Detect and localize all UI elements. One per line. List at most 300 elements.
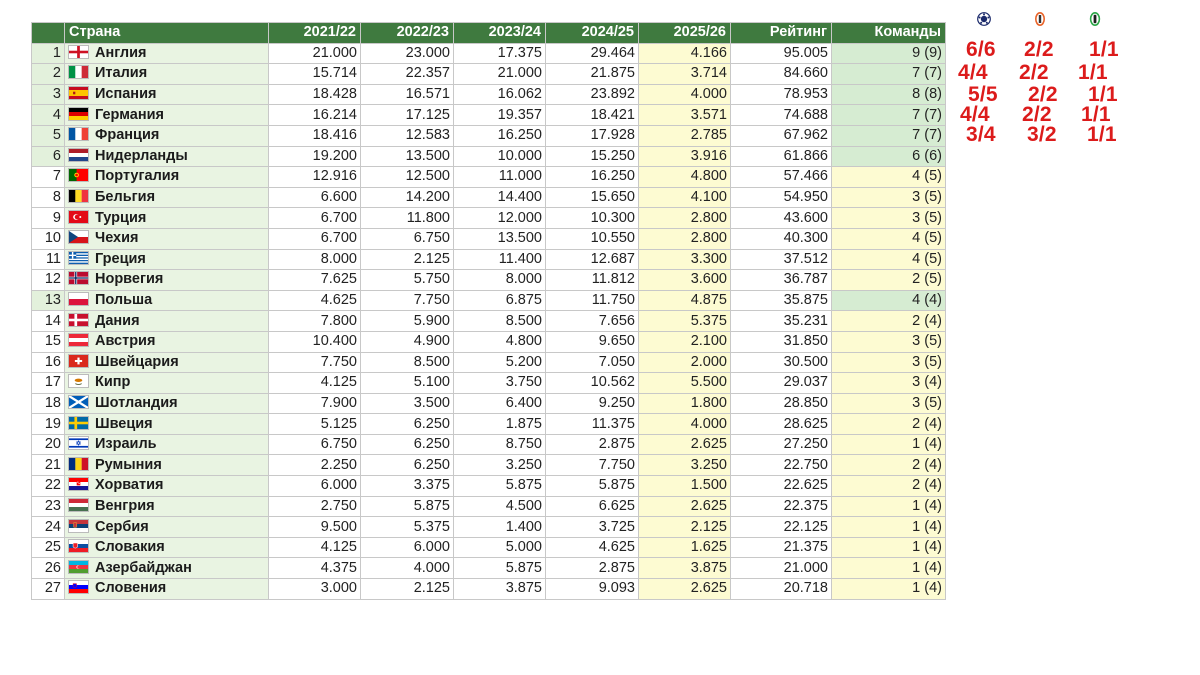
rating-cell: 37.512: [731, 249, 832, 270]
season-2024-cell: 9.093: [546, 579, 639, 600]
country-cell[interactable]: [65, 105, 269, 126]
rank-cell: 15: [32, 331, 65, 352]
season-2024-cell: 23.892: [546, 84, 639, 105]
season-2021-cell: 18.428: [269, 84, 361, 105]
czech-flag-icon: [68, 230, 89, 244]
table-row[interactable]: [32, 187, 946, 208]
season-2025-cell: 2.800: [639, 208, 731, 229]
season-2022-cell: 13.500: [361, 146, 454, 167]
rating-cell: 35.231: [731, 311, 832, 332]
table-row[interactable]: [32, 249, 946, 270]
uefa-country-ranking-table: [31, 22, 946, 600]
season-2022-cell: 4.900: [361, 331, 454, 352]
season-2021-cell: 12.916: [269, 167, 361, 188]
rating-cell: 27.250: [731, 434, 832, 455]
rating-cell: 31.850: [731, 331, 832, 352]
season-2023-cell: 1.400: [454, 517, 546, 538]
rating-cell: 35.875: [731, 290, 832, 311]
country-name: Польша: [95, 292, 153, 309]
rank-cell: 22: [32, 476, 65, 497]
table-row[interactable]: [32, 146, 946, 167]
country-cell[interactable]: [65, 208, 269, 229]
season-2023-cell: 6.875: [454, 290, 546, 311]
season-2022-column-header[interactable]: 2022/23: [361, 23, 454, 44]
country-cell[interactable]: [65, 579, 269, 600]
season-2021-cell: 19.200: [269, 146, 361, 167]
table-row[interactable]: [32, 393, 946, 414]
season-2024-cell: 16.250: [546, 167, 639, 188]
rating-cell: 74.688: [731, 105, 832, 126]
season-2021-cell: 2.750: [269, 496, 361, 517]
turkey-flag-icon: [68, 210, 89, 224]
rating-cell: 95.005: [731, 43, 832, 64]
country-name: Румыния: [95, 456, 162, 473]
rating-cell: 21.375: [731, 537, 832, 558]
country-cell[interactable]: [65, 228, 269, 249]
table-row[interactable]: [32, 352, 946, 373]
season-2022-cell: 5.375: [361, 517, 454, 538]
rating-cell: 29.037: [731, 373, 832, 394]
country-cell[interactable]: [65, 496, 269, 517]
country-cell[interactable]: [65, 352, 269, 373]
uecl-places-3: 1/1: [1088, 83, 1118, 106]
season-2022-cell: 6.000: [361, 537, 454, 558]
teams-column-header[interactable]: Команды: [832, 23, 946, 44]
country-cell[interactable]: [65, 167, 269, 188]
season-2022-cell: 22.357: [361, 64, 454, 85]
teams-cell: 9 (9): [832, 43, 946, 64]
season-2022-cell: 8.500: [361, 352, 454, 373]
rank-cell: 1: [32, 43, 65, 64]
season-2021-cell: 7.750: [269, 352, 361, 373]
season-2024-cell: 10.562: [546, 373, 639, 394]
table-row[interactable]: [32, 43, 946, 64]
country-cell[interactable]: [65, 331, 269, 352]
season-2025-cell: 1.625: [639, 537, 731, 558]
teams-cell: 2 (4): [832, 414, 946, 435]
rank-cell: 24: [32, 517, 65, 538]
season-2024-cell: 11.750: [546, 290, 639, 311]
season-2021-cell: 4.625: [269, 290, 361, 311]
rating-cell: 43.600: [731, 208, 832, 229]
season-2024-cell: 7.050: [546, 352, 639, 373]
season-2025-cell: 2.000: [639, 352, 731, 373]
season-2023-cell: 6.400: [454, 393, 546, 414]
season-2021-cell: 7.800: [269, 311, 361, 332]
season-2021-cell: 5.125: [269, 414, 361, 435]
rating-cell: 67.962: [731, 125, 832, 146]
rank-cell: 25: [32, 537, 65, 558]
season-2025-cell: 4.000: [639, 414, 731, 435]
table-row[interactable]: [32, 455, 946, 476]
season-2023-cell: 14.400: [454, 187, 546, 208]
rank-cell: 17: [32, 373, 65, 394]
uel-places-2: 2/2: [1019, 61, 1049, 84]
table-row[interactable]: [32, 496, 946, 517]
country-cell[interactable]: [65, 517, 269, 538]
table-row[interactable]: [32, 105, 946, 126]
rank-cell: 9: [32, 208, 65, 229]
season-2021-cell: 9.500: [269, 517, 361, 538]
table-row[interactable]: [32, 558, 946, 579]
rating-cell: 22.125: [731, 517, 832, 538]
teams-cell: 2 (4): [832, 311, 946, 332]
rank-cell: 13: [32, 290, 65, 311]
scotland-flag-icon: [68, 395, 89, 409]
season-2022-cell: 2.125: [361, 249, 454, 270]
teams-cell: 8 (8): [832, 84, 946, 105]
table-row[interactable]: [32, 311, 946, 332]
season-2021-cell: 4.125: [269, 537, 361, 558]
ucl-places-4: 4/4: [960, 103, 990, 126]
season-2024-cell: 11.812: [546, 270, 639, 291]
slovakia-flag-icon: [68, 539, 89, 553]
season-2023-cell: 5.200: [454, 352, 546, 373]
teams-cell: 1 (4): [832, 579, 946, 600]
season-2024-cell: 12.687: [546, 249, 639, 270]
season-2023-cell: 21.000: [454, 64, 546, 85]
season-2024-cell: 10.300: [546, 208, 639, 229]
rank-cell: 27: [32, 579, 65, 600]
country-cell[interactable]: [65, 393, 269, 414]
country-name: Англия: [95, 44, 147, 61]
hungary-flag-icon: [68, 498, 89, 512]
country-cell[interactable]: [65, 84, 269, 105]
country-name: Нидерланды: [95, 147, 188, 164]
teams-cell: 3 (5): [832, 208, 946, 229]
europa-league-icon: [1032, 11, 1048, 27]
rank-cell: 12: [32, 270, 65, 291]
table-row[interactable]: [32, 125, 946, 146]
country-name: Кипр: [95, 374, 131, 391]
table-row[interactable]: [32, 208, 946, 229]
england-flag-icon: [68, 45, 89, 59]
country-name: Бельгия: [95, 189, 156, 206]
germany-flag-icon: [68, 107, 89, 121]
season-2025-cell: 5.375: [639, 311, 731, 332]
country-cell[interactable]: [65, 476, 269, 497]
table-row[interactable]: [32, 579, 946, 600]
season-2025-cell: 5.500: [639, 373, 731, 394]
season-2022-cell: 12.500: [361, 167, 454, 188]
france-flag-icon: [68, 127, 89, 141]
rating-cell: 40.300: [731, 228, 832, 249]
denmark-flag-icon: [68, 313, 89, 327]
azerbaijan-flag-icon: [68, 560, 89, 574]
season-2025-cell: 1.500: [639, 476, 731, 497]
country-name: Словакия: [95, 539, 165, 556]
israel-flag-icon: [68, 436, 89, 450]
season-2021-column-header[interactable]: 2021/22: [269, 23, 361, 44]
season-2023-column-header[interactable]: 2023/24: [454, 23, 546, 44]
rating-cell: 84.660: [731, 64, 832, 85]
uel-places-1: 2/2: [1024, 38, 1054, 61]
season-2021-cell: 7.900: [269, 393, 361, 414]
season-2024-cell: 5.875: [546, 476, 639, 497]
season-2025-cell: 3.571: [639, 105, 731, 126]
ucl-places-5: 3/4: [966, 123, 996, 146]
teams-cell: 2 (4): [832, 455, 946, 476]
season-2025-cell: 1.800: [639, 393, 731, 414]
table-row[interactable]: [32, 414, 946, 435]
season-2021-cell: 6.700: [269, 228, 361, 249]
uel-places-4: 2/2: [1022, 103, 1052, 126]
country-cell[interactable]: [65, 455, 269, 476]
season-2024-cell: 7.656: [546, 311, 639, 332]
season-2024-cell: 11.375: [546, 414, 639, 435]
country-name: Австрия: [95, 333, 156, 350]
season-2023-cell: 5.000: [454, 537, 546, 558]
country-name: Греция: [95, 250, 146, 267]
rank-cell: 3: [32, 84, 65, 105]
season-2022-cell: 5.900: [361, 311, 454, 332]
season-2021-cell: 10.400: [269, 331, 361, 352]
season-2025-cell: 3.875: [639, 558, 731, 579]
country-column-header[interactable]: Страна: [65, 23, 269, 44]
country-cell[interactable]: [65, 434, 269, 455]
season-2025-cell: 2.800: [639, 228, 731, 249]
table-row[interactable]: [32, 167, 946, 188]
netherlands-flag-icon: [68, 148, 89, 162]
season-2021-cell: 15.714: [269, 64, 361, 85]
season-2023-cell: 5.875: [454, 558, 546, 579]
table-row[interactable]: [32, 64, 946, 85]
rank-cell: 7: [32, 167, 65, 188]
country-name: Португалия: [95, 168, 180, 185]
season-2022-cell: 3.375: [361, 476, 454, 497]
teams-cell: 3 (5): [832, 187, 946, 208]
teams-cell: 3 (5): [832, 331, 946, 352]
serbia-flag-icon: [68, 519, 89, 533]
season-2024-cell: 9.650: [546, 331, 639, 352]
table-row[interactable]: [32, 228, 946, 249]
rank-cell: 16: [32, 352, 65, 373]
season-2022-cell: 6.250: [361, 455, 454, 476]
country-name: Словения: [95, 580, 167, 597]
season-2023-cell: 4.500: [454, 496, 546, 517]
season-2021-cell: 3.000: [269, 579, 361, 600]
season-2021-cell: 18.416: [269, 125, 361, 146]
rating-cell: 20.718: [731, 579, 832, 600]
country-cell[interactable]: [65, 290, 269, 311]
season-2023-cell: 11.000: [454, 167, 546, 188]
italy-flag-icon: [68, 65, 89, 79]
rating-cell: 22.375: [731, 496, 832, 517]
season-2021-cell: 6.750: [269, 434, 361, 455]
teams-cell: 4 (4): [832, 290, 946, 311]
rank-cell: 19: [32, 414, 65, 435]
spain-flag-icon: [68, 86, 89, 100]
season-2022-cell: 12.583: [361, 125, 454, 146]
rating-cell: 28.625: [731, 414, 832, 435]
country-cell[interactable]: [65, 537, 269, 558]
table-row[interactable]: [32, 290, 946, 311]
table-row[interactable]: [32, 84, 946, 105]
teams-cell: 2 (5): [832, 270, 946, 291]
table-row[interactable]: [32, 517, 946, 538]
teams-cell: 4 (5): [832, 228, 946, 249]
season-2021-cell: 21.000: [269, 43, 361, 64]
rank-cell: 4: [32, 105, 65, 126]
season-2023-cell: 8.750: [454, 434, 546, 455]
season-2024-cell: 6.625: [546, 496, 639, 517]
table-header-row: [32, 23, 946, 44]
season-2022-cell: 7.750: [361, 290, 454, 311]
season-2023-cell: 11.400: [454, 249, 546, 270]
season-2025-cell: 3.600: [639, 270, 731, 291]
season-2025-cell: 3.916: [639, 146, 731, 167]
season-2022-cell: 5.100: [361, 373, 454, 394]
country-cell[interactable]: [65, 187, 269, 208]
season-2022-cell: 4.000: [361, 558, 454, 579]
teams-cell: 4 (5): [832, 167, 946, 188]
season-2021-cell: 4.125: [269, 373, 361, 394]
champions-league-icon: [976, 11, 992, 27]
country-name: Турция: [95, 209, 147, 226]
season-2021-cell: 7.625: [269, 270, 361, 291]
romania-flag-icon: [68, 457, 89, 471]
season-2023-cell: 10.000: [454, 146, 546, 167]
rank-cell: 20: [32, 434, 65, 455]
ucl-places-3: 5/5: [968, 83, 998, 106]
season-2024-column-header[interactable]: 2024/25: [546, 23, 639, 44]
season-2024-cell: 18.421: [546, 105, 639, 126]
rating-cell: 61.866: [731, 146, 832, 167]
season-2023-cell: 19.357: [454, 105, 546, 126]
season-2021-cell: 6.000: [269, 476, 361, 497]
switzerland-flag-icon: [68, 354, 89, 368]
teams-cell: 6 (6): [832, 146, 946, 167]
season-2024-cell: 2.875: [546, 434, 639, 455]
greece-flag-icon: [68, 251, 89, 265]
country-name: Азербайджан: [95, 559, 192, 576]
teams-cell: 7 (7): [832, 64, 946, 85]
table-row[interactable]: [32, 476, 946, 497]
table-row[interactable]: [32, 331, 946, 352]
ucl-places-2: 4/4: [958, 61, 988, 84]
season-2025-cell: 3.300: [639, 249, 731, 270]
country-cell[interactable]: [65, 311, 269, 332]
season-2022-cell: 14.200: [361, 187, 454, 208]
rating-cell: 78.953: [731, 84, 832, 105]
season-2021-cell: 16.214: [269, 105, 361, 126]
season-2024-cell: 21.875: [546, 64, 639, 85]
teams-cell: 2 (4): [832, 476, 946, 497]
country-cell[interactable]: [65, 373, 269, 394]
country-name: Сербия: [95, 518, 149, 535]
country-name: Хорватия: [95, 477, 164, 494]
country-name: Шотландия: [95, 394, 178, 411]
country-cell[interactable]: [65, 146, 269, 167]
country-cell[interactable]: [65, 558, 269, 579]
teams-cell: 1 (4): [832, 517, 946, 538]
season-2025-cell: 4.100: [639, 187, 731, 208]
table-row[interactable]: [32, 434, 946, 455]
teams-cell: 7 (7): [832, 125, 946, 146]
teams-cell: 7 (7): [832, 105, 946, 126]
season-2025-cell: 2.625: [639, 496, 731, 517]
rating-cell: 57.466: [731, 167, 832, 188]
country-name: Норвегия: [95, 271, 164, 288]
season-2021-cell: 6.600: [269, 187, 361, 208]
country-cell[interactable]: [65, 43, 269, 64]
uecl-places-2: 1/1: [1078, 61, 1108, 84]
rank-cell: 26: [32, 558, 65, 579]
season-2025-cell: 2.625: [639, 579, 731, 600]
uecl-places-4: 1/1: [1081, 103, 1111, 126]
season-2024-cell: 17.928: [546, 125, 639, 146]
season-2023-cell: 13.500: [454, 228, 546, 249]
country-cell[interactable]: [65, 249, 269, 270]
season-2025-cell: 3.250: [639, 455, 731, 476]
season-2025-cell: 2.785: [639, 125, 731, 146]
conference-league-icon: [1087, 11, 1103, 27]
country-name: Италия: [95, 65, 148, 82]
season-2025-cell: 4.000: [639, 84, 731, 105]
country-cell[interactable]: [65, 414, 269, 435]
rank-cell: 8: [32, 187, 65, 208]
country-name: Чехия: [95, 230, 139, 247]
season-2025-column-header[interactable]: 2025/26: [639, 23, 731, 44]
season-2022-cell: 6.750: [361, 228, 454, 249]
rank-cell: 14: [32, 311, 65, 332]
teams-cell: 4 (5): [832, 249, 946, 270]
season-2021-cell: 6.700: [269, 208, 361, 229]
season-2023-cell: 16.250: [454, 125, 546, 146]
rank-column-header: [32, 23, 65, 44]
season-2022-cell: 6.250: [361, 414, 454, 435]
table-row[interactable]: [32, 373, 946, 394]
country-name: Франция: [95, 127, 160, 144]
season-2023-cell: 12.000: [454, 208, 546, 229]
table-row[interactable]: [32, 537, 946, 558]
country-name: Венгрия: [95, 497, 155, 514]
season-2022-cell: 5.750: [361, 270, 454, 291]
season-2024-cell: 4.625: [546, 537, 639, 558]
teams-cell: 3 (5): [832, 393, 946, 414]
season-2021-cell: 8.000: [269, 249, 361, 270]
rank-cell: 2: [32, 64, 65, 85]
croatia-flag-icon: [68, 477, 89, 491]
rank-cell: 10: [32, 228, 65, 249]
season-2023-cell: 5.875: [454, 476, 546, 497]
uel-places-5: 3/2: [1027, 123, 1057, 146]
country-cell[interactable]: [65, 64, 269, 85]
season-2022-cell: 2.125: [361, 579, 454, 600]
season-2024-cell: 7.750: [546, 455, 639, 476]
norway-flag-icon: [68, 271, 89, 285]
country-name: Дания: [95, 312, 140, 329]
slovenia-flag-icon: [68, 580, 89, 594]
rank-cell: 11: [32, 249, 65, 270]
teams-cell: 1 (4): [832, 537, 946, 558]
season-2023-cell: 1.875: [454, 414, 546, 435]
cyprus-flag-icon: [68, 374, 89, 388]
rank-cell: 18: [32, 393, 65, 414]
season-2023-cell: 3.250: [454, 455, 546, 476]
season-2023-cell: 8.500: [454, 311, 546, 332]
sweden-flag-icon: [68, 416, 89, 430]
season-2023-cell: 3.750: [454, 373, 546, 394]
poland-flag-icon: [68, 292, 89, 306]
table-row[interactable]: [32, 270, 946, 291]
season-2022-cell: 5.875: [361, 496, 454, 517]
country-cell[interactable]: [65, 270, 269, 291]
rating-column-header[interactable]: Рейтинг: [731, 23, 832, 44]
season-2025-cell: 2.100: [639, 331, 731, 352]
country-cell[interactable]: [65, 125, 269, 146]
season-2021-cell: 4.375: [269, 558, 361, 579]
